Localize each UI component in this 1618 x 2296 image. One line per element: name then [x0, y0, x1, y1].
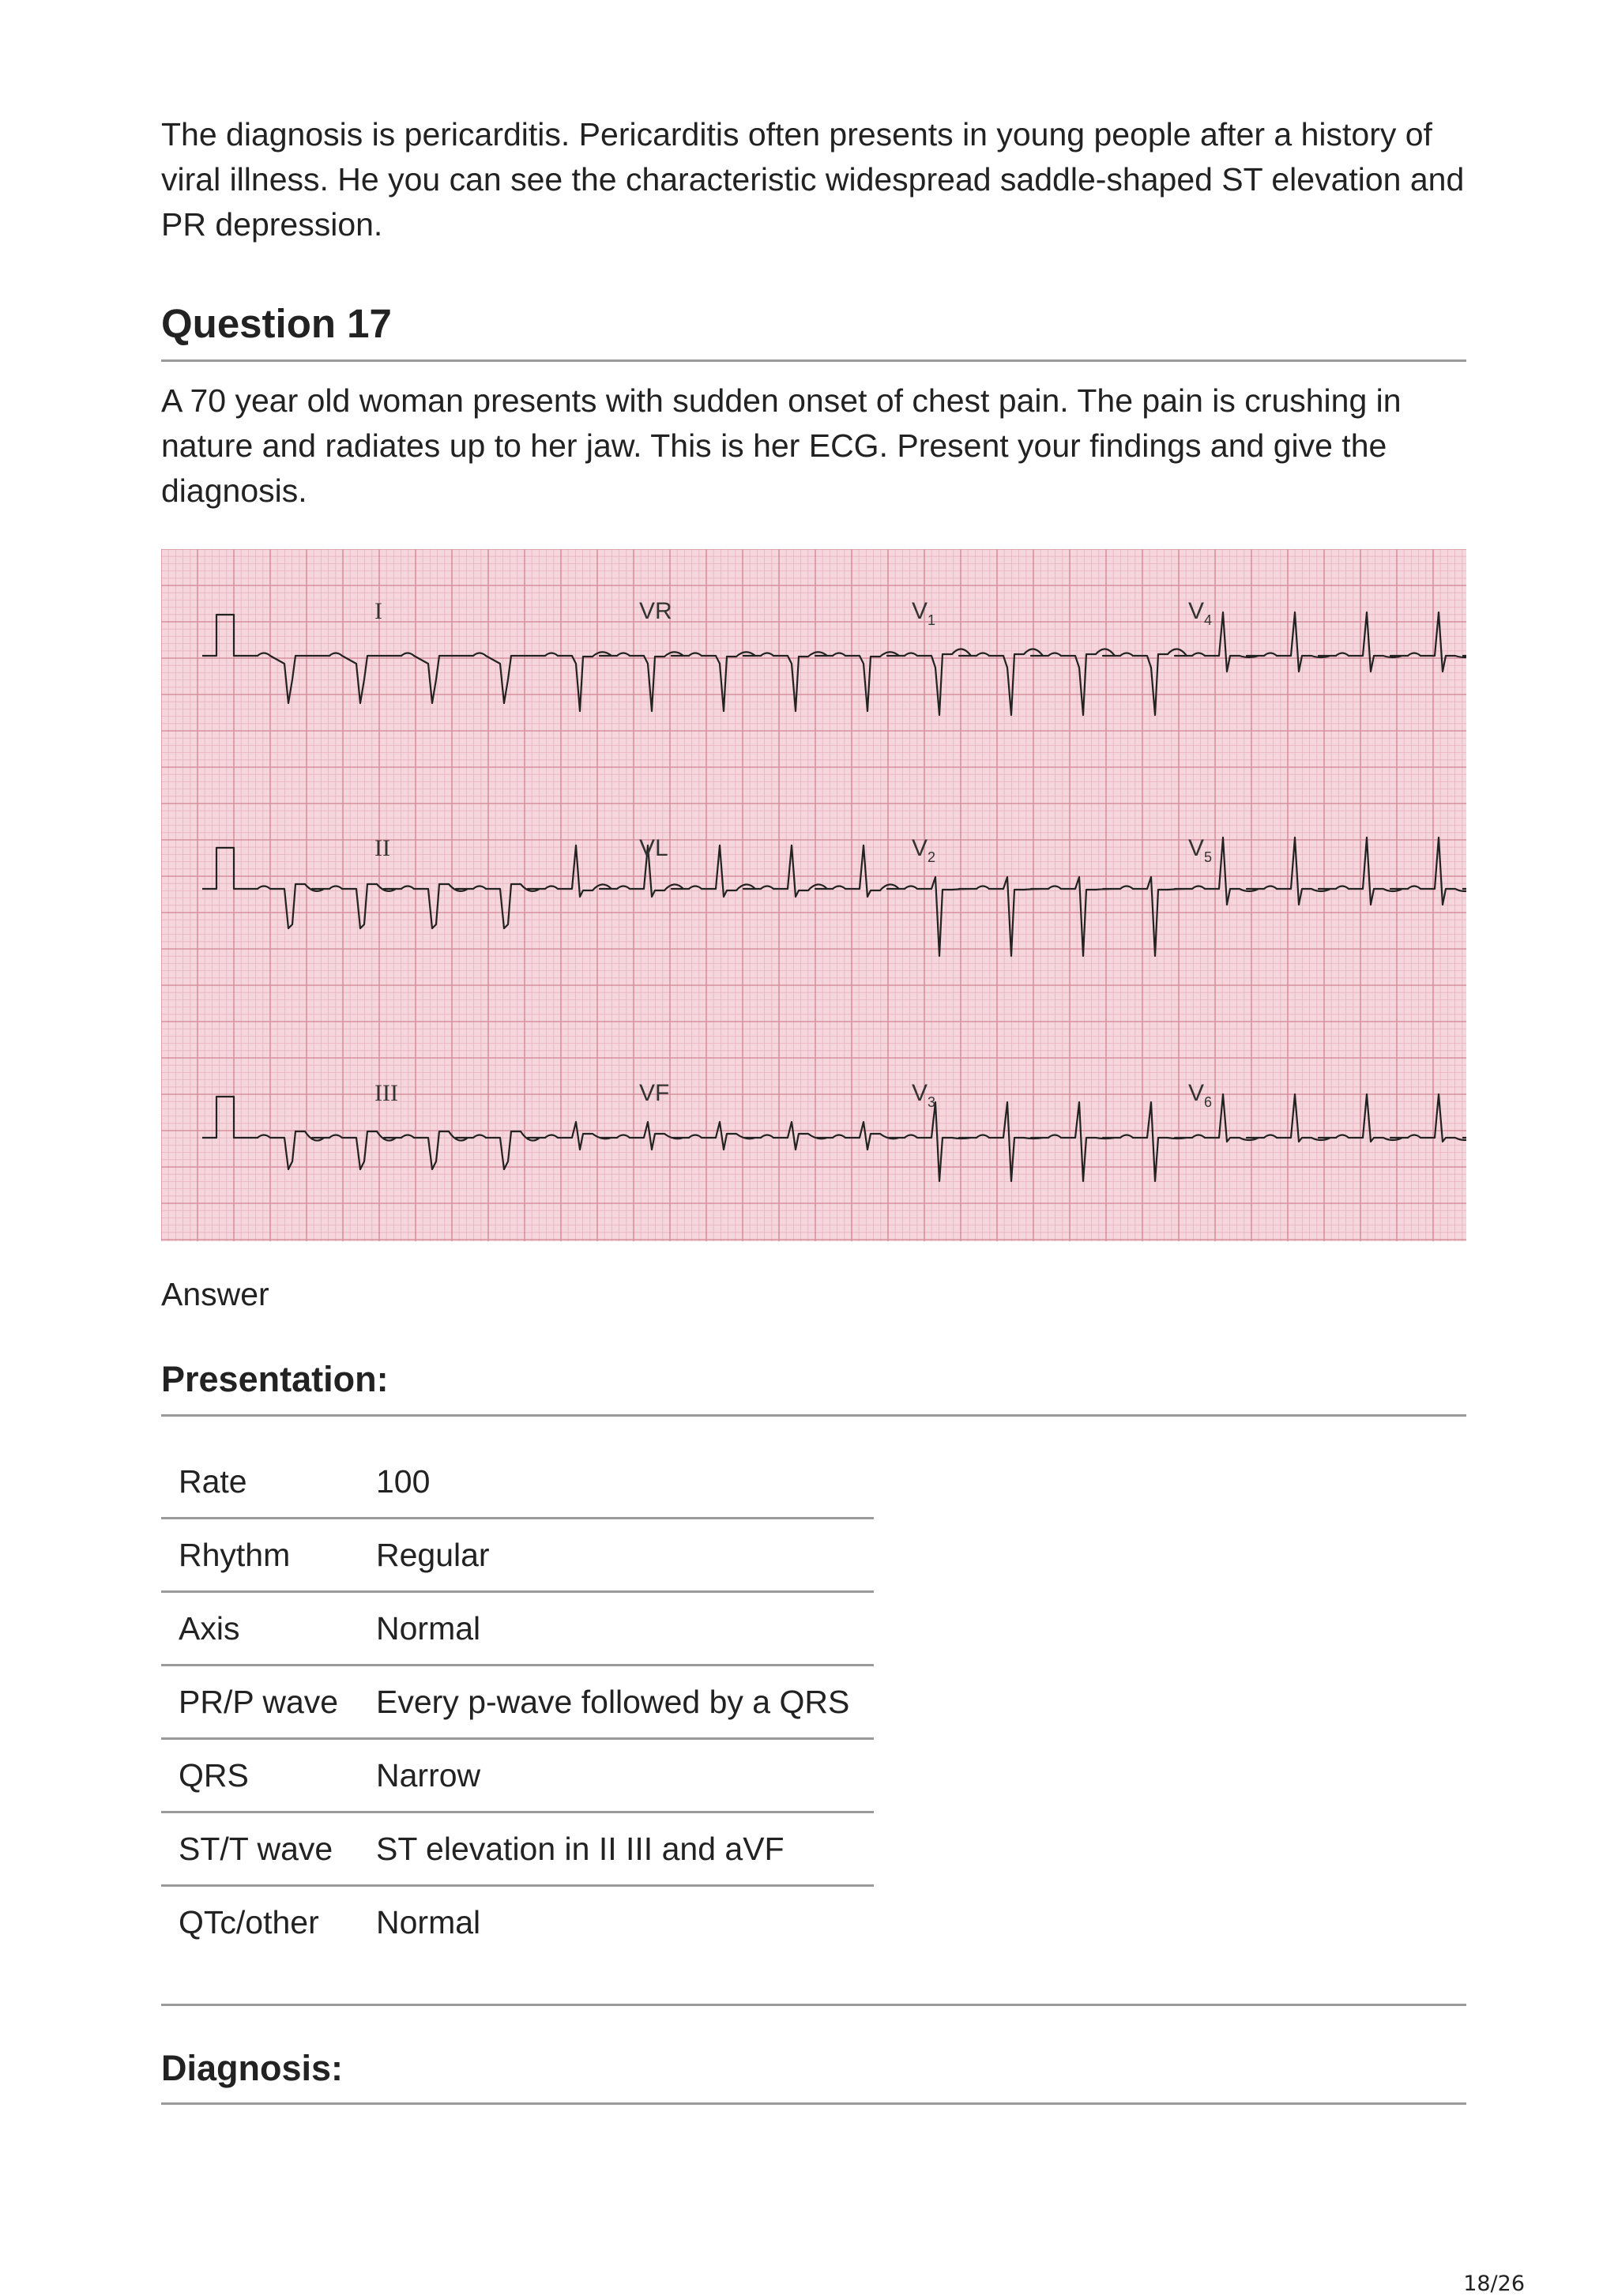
table-row — [161, 1592, 874, 1666]
finding-label: QRS — [161, 1739, 359, 1812]
table-row — [161, 1519, 874, 1592]
ecg-lead-label: I — [374, 598, 382, 624]
presentation-heading: Presentation: — [161, 1359, 389, 1399]
finding-value: Normal — [376, 1903, 481, 1940]
diagnosis-divider — [161, 2102, 1466, 2105]
question-divider — [161, 359, 1466, 362]
table-row — [161, 1886, 874, 1959]
ecg-lead-label: $V_1$ — [912, 598, 936, 628]
ecg-lead-label: $V_5$ — [1188, 835, 1213, 865]
finding-label: Rhythm — [161, 1519, 359, 1592]
finding-label: ST/T wave — [161, 1812, 359, 1886]
answer-label: Answer — [161, 1276, 269, 1312]
ecg-lead-label: $V_3$ — [912, 1080, 936, 1110]
table-row — [161, 1446, 874, 1519]
finding-label: Axis — [161, 1592, 359, 1666]
ecg-lead-label: $V_2$ — [912, 835, 936, 865]
table-row — [161, 1812, 874, 1886]
ecg-lead-label: VF — [639, 1080, 670, 1106]
finding-label: QTc/other — [179, 1903, 319, 1940]
section-divider — [161, 2004, 1466, 2006]
page-number: 18/26 — [1463, 2272, 1525, 2296]
question-text: A 70 year old woman presents with sudden onset of chest pain. The pain is crushing in nature and radiates up to her jaw. This is her ECG. Present your findings and give the diagnosis. — [161, 382, 1402, 509]
finding-label: Rate — [161, 1446, 359, 1519]
finding-value: 100 — [359, 1446, 874, 1519]
finding-value: Every p-wave followed by a QRS — [359, 1666, 874, 1739]
ecg-lead-label: $V_6$ — [1188, 1080, 1213, 1110]
presentation-divider — [161, 1414, 1466, 1417]
findings-table — [161, 1446, 874, 1958]
table-row — [161, 1666, 874, 1739]
table-row — [161, 1739, 874, 1812]
ecg-lead-label: $V_4$ — [1188, 598, 1213, 628]
intro-paragraph: The diagnosis is pericarditis. Pericarditis often presents in young people after a history of viral illness. He you can see the characteristic widespread saddle-shaped ST elevation and PR depression. — [161, 116, 1465, 243]
finding-value: Regular — [359, 1519, 874, 1592]
finding-value: ST elevation in II III and aVF — [359, 1812, 874, 1886]
ecg-lead-label: VL — [639, 835, 668, 861]
finding-label: PR/P wave — [161, 1666, 359, 1739]
ecg-lead-label: III — [374, 1080, 398, 1106]
question-heading: Question 17 — [161, 301, 392, 346]
ecg-image — [161, 549, 1466, 1241]
diagnosis-heading: Diagnosis: — [161, 2048, 344, 2088]
ecg-lead-label: VR — [639, 598, 672, 624]
finding-value: Narrow — [359, 1739, 874, 1812]
finding-value: Normal — [359, 1592, 874, 1666]
ecg-lead-label: II — [374, 835, 390, 861]
